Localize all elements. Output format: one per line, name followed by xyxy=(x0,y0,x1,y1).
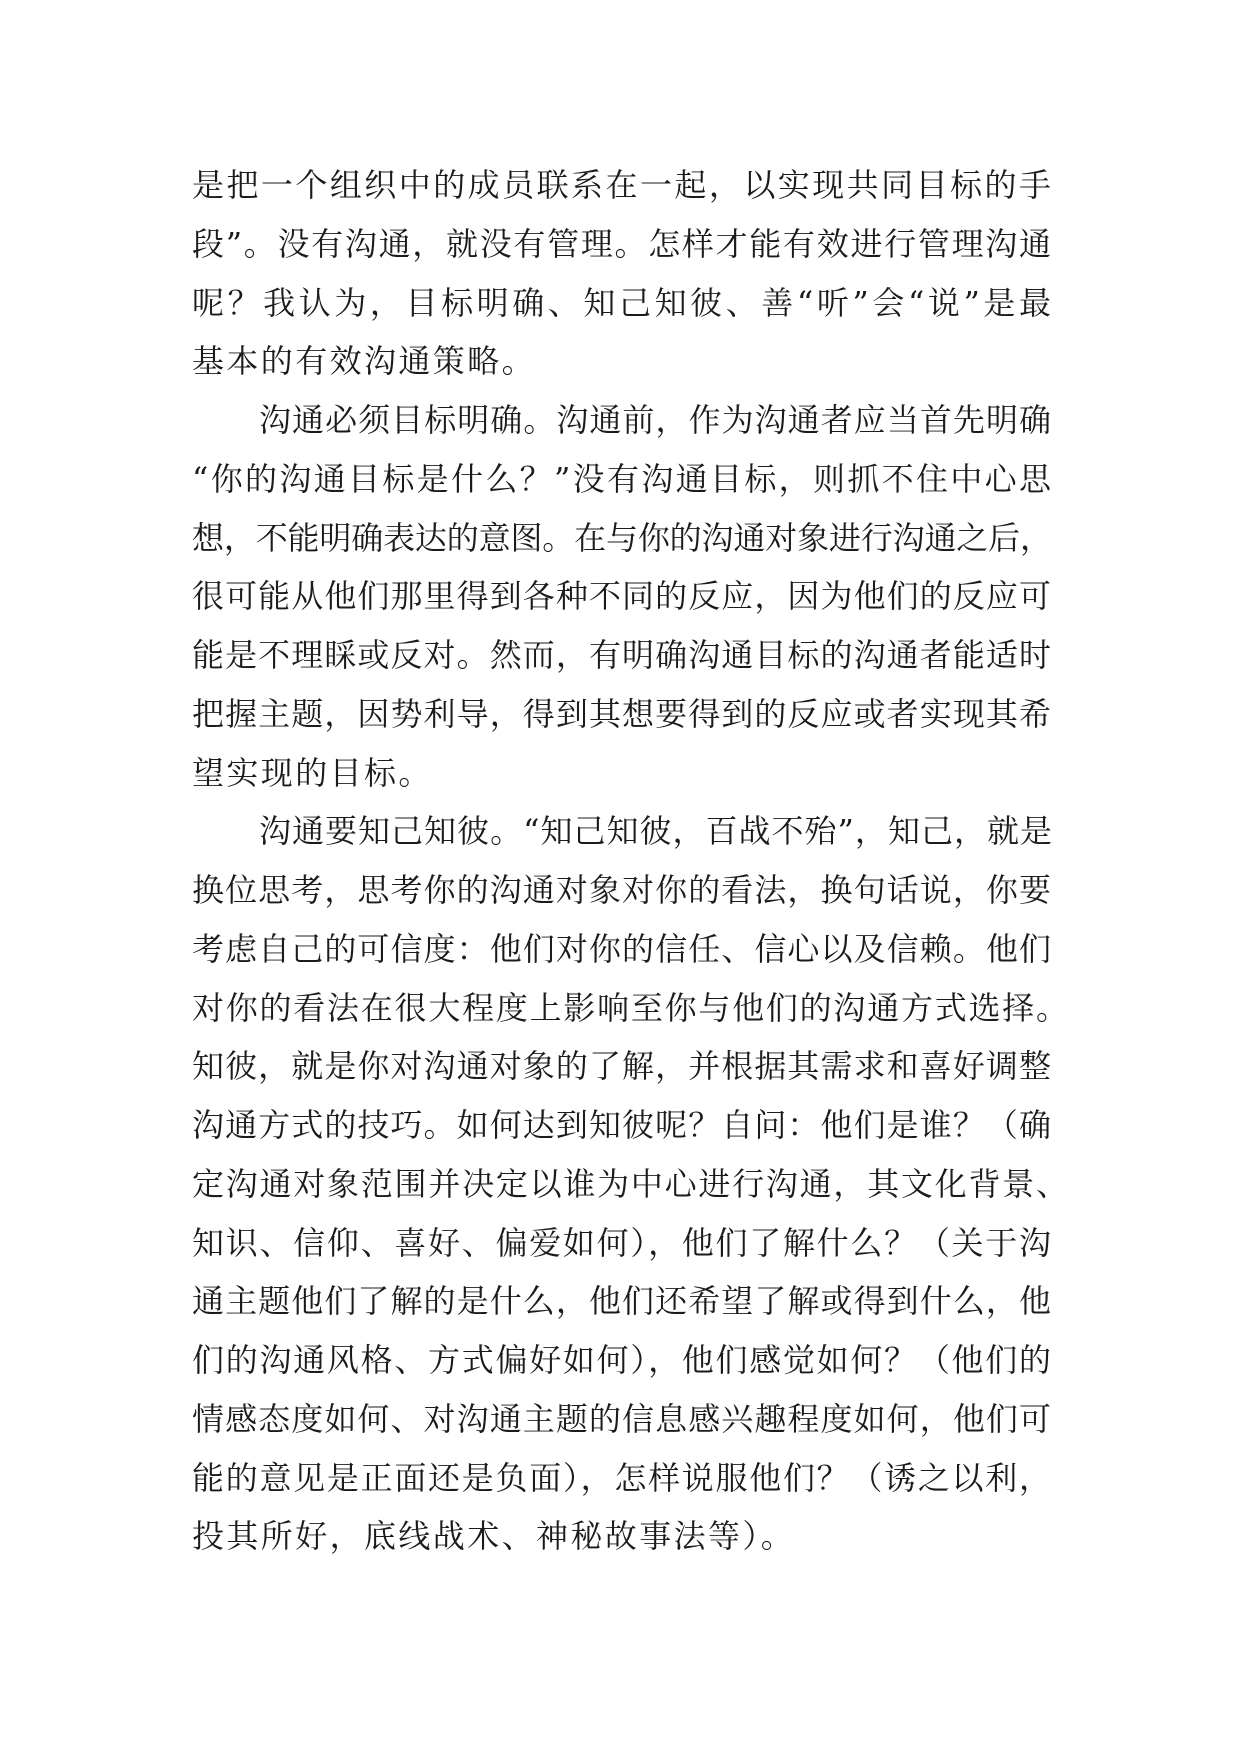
text-line: 望实现的目标。 xyxy=(192,753,433,792)
text-line: 沟通必须目标明确。沟通前，作为沟通者应当首先明确 xyxy=(259,401,1051,439)
text-line: 通主题他们了解的是什么，他们还希望了解或得到什么，他 xyxy=(192,1282,1051,1321)
text-line: 把握主题，因势利导，得到其想要得到的反应或者实现其希 xyxy=(192,694,1051,733)
paragraph-clear-goals xyxy=(192,391,1051,802)
text-line: 对你的看法在很大程度上影响至你与他们的沟通方式选择。 xyxy=(192,988,1068,1027)
text-line: 情感态度如何、对沟通主题的信息感兴趣程度如何，他们可 xyxy=(192,1399,1051,1438)
text-line: 段”。没有沟通，就没有管理。怎样才能有效进行管理沟通 xyxy=(192,224,1051,263)
text-line: 换位思考，思考你的沟通对象对你的看法，换句话说，你要 xyxy=(192,871,1051,909)
text-line: 是把一个组织中的成员联系在一起，以实现共同目标的手 xyxy=(192,166,1051,204)
text-line: 能是不理睬或反对。然而，有明确沟通目标的沟通者能适时 xyxy=(192,636,1051,674)
document-body xyxy=(192,156,1068,1566)
text-line: 很可能从他们那里得到各种不同的反应，因为他们的反应可 xyxy=(192,577,1051,616)
text-line: 投其所好，底线战术、神秘故事法等）。 xyxy=(192,1517,796,1556)
text-line: “你的沟通目标是什么？”没有沟通目标，则抓不住中心思 xyxy=(192,459,1051,498)
text-line: 定沟通对象范围并决定以谁为中心进行沟通，其文化背景、 xyxy=(192,1164,1068,1203)
text-line: 知识、信仰、喜好、偏爱如何），他们了解什么？（关于沟 xyxy=(192,1223,1051,1262)
paragraph-know-yourself xyxy=(192,802,1068,1566)
text-line: 能的意见是正面还是负面），怎样说服他们？（诱之以利， xyxy=(192,1458,1051,1497)
text-line: 基本的有效沟通策略。 xyxy=(192,342,537,381)
text-line: 知彼，就是你对沟通对象的了解，并根据其需求和喜好调整 xyxy=(192,1047,1051,1086)
text-line: 们的沟通风格、方式偏好如何），他们感觉如何？（他们的 xyxy=(192,1341,1051,1379)
text-line: 想，不能明确表达的意图。在与你的沟通对象进行沟通之后， xyxy=(192,518,1051,557)
paragraph-continuation xyxy=(192,156,1051,391)
text-line: 沟通要知己知彼。“知己知彼，百战不殆”，知己，就是 xyxy=(259,812,1051,851)
text-line: 沟通方式的技巧。如何达到知彼呢？自问：他们是谁？（确 xyxy=(192,1106,1051,1144)
text-line: 呢？我认为，目标明确、知己知彼、善“听”会“说”是最 xyxy=(192,283,1051,322)
text-line: 考虑自己的可信度：他们对你的信任、信心以及信赖。他们 xyxy=(192,929,1051,968)
